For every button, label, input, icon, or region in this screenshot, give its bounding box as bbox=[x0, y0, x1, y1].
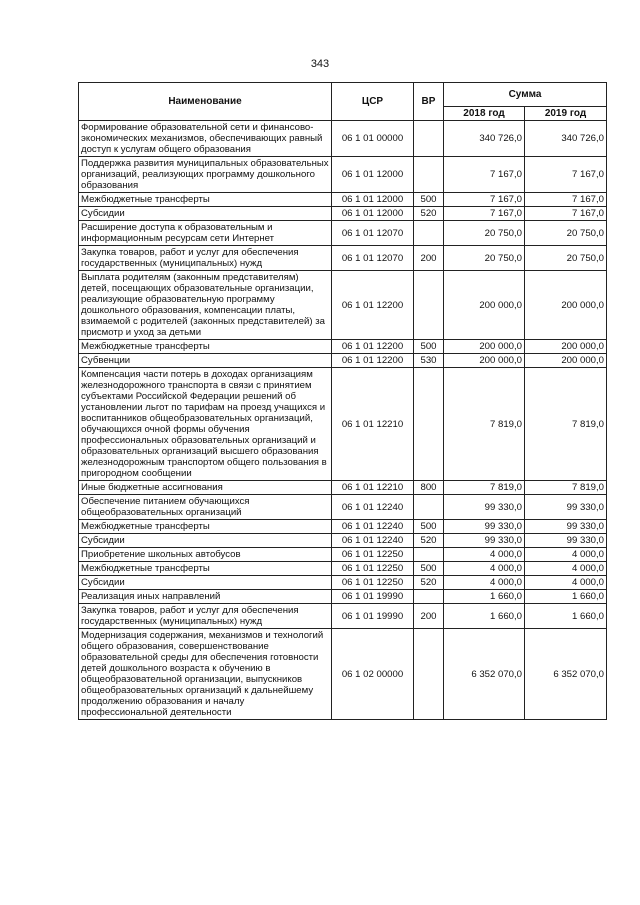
table-row bbox=[79, 340, 607, 354]
row-csr-cell: 06 1 01 12000 bbox=[332, 157, 414, 193]
row-2019-cell: 7 819,0 bbox=[525, 368, 607, 481]
row-name-cell: Приобретение школьных автобусов bbox=[79, 548, 332, 562]
row-vr-cell bbox=[414, 221, 444, 246]
row-vr-cell bbox=[414, 368, 444, 481]
row-name-cell: Иные бюджетные ассигнования bbox=[79, 481, 332, 495]
row-2018-cell: 20 750,0 bbox=[444, 221, 525, 246]
row-2018-cell: 1 660,0 bbox=[444, 590, 525, 604]
row-2019-cell: 20 750,0 bbox=[525, 246, 607, 271]
table-row bbox=[79, 481, 607, 495]
table-header bbox=[79, 83, 607, 121]
page-number: 343 bbox=[310, 58, 330, 70]
row-2018-cell: 20 750,0 bbox=[444, 246, 525, 271]
row-csr-cell: 06 1 01 12200 bbox=[332, 340, 414, 354]
row-vr-cell: 500 bbox=[414, 193, 444, 207]
row-2018-cell: 340 726,0 bbox=[444, 121, 525, 157]
row-vr-cell: 520 bbox=[414, 534, 444, 548]
row-csr-cell: 06 1 01 12000 bbox=[332, 193, 414, 207]
row-2018-cell: 7 167,0 bbox=[444, 193, 525, 207]
table-row bbox=[79, 534, 607, 548]
header-csr: ЦСР bbox=[332, 83, 414, 121]
row-vr-cell: 520 bbox=[414, 576, 444, 590]
row-2019-cell: 200 000,0 bbox=[525, 271, 607, 340]
row-2019-cell: 7 167,0 bbox=[525, 207, 607, 221]
row-csr-cell: 06 1 01 12240 bbox=[332, 495, 414, 520]
row-name-cell: Закупка товаров, работ и услуг для обеспечения государственных (муниципальных) нужд bbox=[79, 604, 332, 629]
row-2018-cell: 1 660,0 bbox=[444, 604, 525, 629]
table-row bbox=[79, 368, 607, 481]
row-2018-cell: 7 819,0 bbox=[444, 481, 525, 495]
row-vr-cell: 800 bbox=[414, 481, 444, 495]
row-name-cell: Межбюджетные трансферты bbox=[79, 562, 332, 576]
row-2019-cell: 340 726,0 bbox=[525, 121, 607, 157]
table-row bbox=[79, 246, 607, 271]
row-2018-cell: 4 000,0 bbox=[444, 576, 525, 590]
row-2019-cell: 1 660,0 bbox=[525, 604, 607, 629]
row-name-cell: Модернизация содержания, механизмов и технологий общего образования, совершенствование образовательной среды для обеспечения готовности детей дошкольного возраста к обучению в общеобразовательной организации, выпускников общеобразовательных организаций к дальнейшему продолжению образования и началу профессиональной деятельности bbox=[79, 629, 332, 720]
table-row bbox=[79, 629, 607, 720]
row-2019-cell: 4 000,0 bbox=[525, 576, 607, 590]
table-row bbox=[79, 207, 607, 221]
row-vr-cell bbox=[414, 121, 444, 157]
row-csr-cell: 06 1 01 19990 bbox=[332, 604, 414, 629]
row-2018-cell: 99 330,0 bbox=[444, 495, 525, 520]
row-name-cell: Межбюджетные трансферты bbox=[79, 193, 332, 207]
table-row bbox=[79, 157, 607, 193]
row-vr-cell: 520 bbox=[414, 207, 444, 221]
row-2018-cell: 200 000,0 bbox=[444, 354, 525, 368]
row-vr-cell bbox=[414, 495, 444, 520]
table-row bbox=[79, 121, 607, 157]
row-name-cell: Обеспечение питанием обучающихся общеобразовательных организаций bbox=[79, 495, 332, 520]
row-csr-cell: 06 1 01 12250 bbox=[332, 576, 414, 590]
row-csr-cell: 06 1 01 12250 bbox=[332, 562, 414, 576]
row-2019-cell: 4 000,0 bbox=[525, 562, 607, 576]
row-csr-cell: 06 1 01 12210 bbox=[332, 481, 414, 495]
row-2019-cell: 7 167,0 bbox=[525, 157, 607, 193]
row-2019-cell: 6 352 070,0 bbox=[525, 629, 607, 720]
row-vr-cell bbox=[414, 271, 444, 340]
row-name-cell: Реализация иных направлений bbox=[79, 590, 332, 604]
row-2019-cell: 4 000,0 bbox=[525, 548, 607, 562]
row-csr-cell: 06 1 01 12000 bbox=[332, 207, 414, 221]
row-csr-cell: 06 1 01 00000 bbox=[332, 121, 414, 157]
row-2018-cell: 6 352 070,0 bbox=[444, 629, 525, 720]
table-body bbox=[79, 121, 607, 720]
row-2019-cell: 200 000,0 bbox=[525, 354, 607, 368]
row-vr-cell: 530 bbox=[414, 354, 444, 368]
row-2018-cell: 200 000,0 bbox=[444, 340, 525, 354]
row-csr-cell: 06 1 01 12200 bbox=[332, 354, 414, 368]
row-vr-cell: 200 bbox=[414, 604, 444, 629]
row-name-cell: Субсидии bbox=[79, 534, 332, 548]
row-2018-cell: 7 819,0 bbox=[444, 368, 525, 481]
row-name-cell: Субвенции bbox=[79, 354, 332, 368]
row-2019-cell: 20 750,0 bbox=[525, 221, 607, 246]
row-vr-cell: 500 bbox=[414, 562, 444, 576]
row-2019-cell: 99 330,0 bbox=[525, 534, 607, 548]
row-vr-cell: 200 bbox=[414, 246, 444, 271]
row-vr-cell bbox=[414, 590, 444, 604]
header-name: Наименование bbox=[79, 83, 332, 121]
row-csr-cell: 06 1 01 12200 bbox=[332, 271, 414, 340]
row-csr-cell: 06 1 01 12240 bbox=[332, 520, 414, 534]
row-csr-cell: 06 1 01 12210 bbox=[332, 368, 414, 481]
budget-table bbox=[78, 82, 607, 720]
table-row bbox=[79, 604, 607, 629]
row-2018-cell: 7 167,0 bbox=[444, 157, 525, 193]
row-2019-cell: 99 330,0 bbox=[525, 495, 607, 520]
row-vr-cell: 500 bbox=[414, 340, 444, 354]
row-csr-cell: 06 1 01 12240 bbox=[332, 534, 414, 548]
row-2018-cell: 4 000,0 bbox=[444, 562, 525, 576]
row-2019-cell: 1 660,0 bbox=[525, 590, 607, 604]
row-name-cell: Поддержка развития муниципальных образовательных организаций, реализующих программу дошкольного образования bbox=[79, 157, 332, 193]
row-name-cell: Расширение доступа к образовательным и информационным ресурсам сети Интернет bbox=[79, 221, 332, 246]
header-year-2018: 2018 год bbox=[444, 107, 525, 121]
row-vr-cell bbox=[414, 629, 444, 720]
table-row bbox=[79, 590, 607, 604]
row-2018-cell: 99 330,0 bbox=[444, 534, 525, 548]
table-row bbox=[79, 495, 607, 520]
row-vr-cell: 500 bbox=[414, 520, 444, 534]
row-2019-cell: 7 819,0 bbox=[525, 481, 607, 495]
row-name-cell: Компенсация части потерь в доходах организациям железнодорожного транспорта в связи с принятием субъектами Российской Федерации решений об установлении льгот по тарифам на проезд учащихся и воспитанников общеобразовательных организаций, обучающихся очной формы обучения профессиональных образовательных организаций и образовательных организаций высшего образования железнодорожным транспортом общего пользования в пригородном сообщении bbox=[79, 368, 332, 481]
row-name-cell: Субсидии bbox=[79, 576, 332, 590]
row-csr-cell: 06 1 01 12070 bbox=[332, 246, 414, 271]
table-row bbox=[79, 354, 607, 368]
row-2019-cell: 200 000,0 bbox=[525, 340, 607, 354]
row-vr-cell bbox=[414, 157, 444, 193]
row-csr-cell: 06 1 01 19990 bbox=[332, 590, 414, 604]
table-row bbox=[79, 271, 607, 340]
row-2018-cell: 99 330,0 bbox=[444, 520, 525, 534]
row-2018-cell: 7 167,0 bbox=[444, 207, 525, 221]
row-name-cell: Межбюджетные трансферты bbox=[79, 340, 332, 354]
row-csr-cell: 06 1 01 12250 bbox=[332, 548, 414, 562]
row-csr-cell: 06 1 01 12070 bbox=[332, 221, 414, 246]
header-vr: ВР bbox=[414, 83, 444, 121]
table-row bbox=[79, 562, 607, 576]
row-name-cell: Закупка товаров, работ и услуг для обеспечения государственных (муниципальных) нужд bbox=[79, 246, 332, 271]
row-2019-cell: 99 330,0 bbox=[525, 520, 607, 534]
table-row bbox=[79, 221, 607, 246]
table-row bbox=[79, 548, 607, 562]
row-name-cell: Выплата родителям (законным представителям) детей, посещающих образовательные организации, реализующие образовательную программу дошкольного образования, компенсации платы, взимаемой с родителей (законных представителей) за присмотр и уход за детьми bbox=[79, 271, 332, 340]
header-year-2019: 2019 год bbox=[525, 107, 607, 121]
row-name-cell: Формирование образовательной сети и финансово-экономических механизмов, обеспечивающих равный доступ к услугам общего образования bbox=[79, 121, 332, 157]
row-2018-cell: 4 000,0 bbox=[444, 548, 525, 562]
row-name-cell: Межбюджетные трансферты bbox=[79, 520, 332, 534]
row-2018-cell: 200 000,0 bbox=[444, 271, 525, 340]
row-2019-cell: 7 167,0 bbox=[525, 193, 607, 207]
table-row bbox=[79, 193, 607, 207]
header-sum: Сумма bbox=[444, 83, 607, 107]
table-row bbox=[79, 576, 607, 590]
row-csr-cell: 06 1 02 00000 bbox=[332, 629, 414, 720]
row-vr-cell bbox=[414, 548, 444, 562]
row-name-cell: Субсидии bbox=[79, 207, 332, 221]
table-row bbox=[79, 520, 607, 534]
